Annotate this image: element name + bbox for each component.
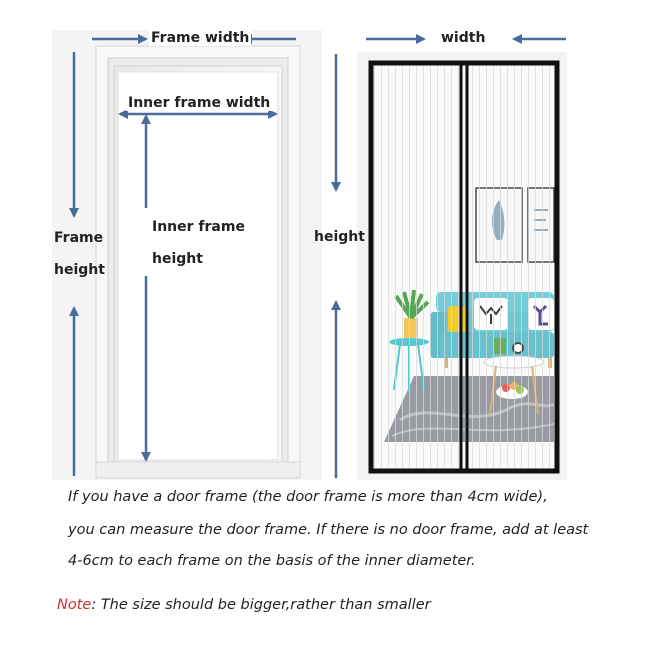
height-label: height (314, 229, 365, 245)
frame-height-label-line2: height (54, 262, 105, 278)
width-label: width (441, 30, 486, 46)
note-text: : The size should be bigger,rather than smaller (91, 597, 431, 613)
inner-frame-height-label-line1: Inner frame (152, 219, 245, 235)
instruction-line-1: If you have a door frame (the door frame is more than 4cm wide), (68, 489, 548, 505)
frame-height-label-line1: Frame (54, 230, 104, 246)
note-key: Note (57, 597, 92, 613)
size-note (57, 597, 431, 613)
inner-frame-height-label-line2: height (152, 251, 203, 267)
magnetic-screen-curtain (371, 63, 557, 471)
instruction-line-3: 4-6cm to each frame on the basis of the inner diameter. (68, 553, 476, 569)
frame-width-label: Frame width (151, 30, 250, 46)
inner-frame-width-label: Inner frame width (128, 95, 271, 111)
instruction-line-2: you can measure the door frame. If there is no door frame, add at least (68, 522, 589, 538)
